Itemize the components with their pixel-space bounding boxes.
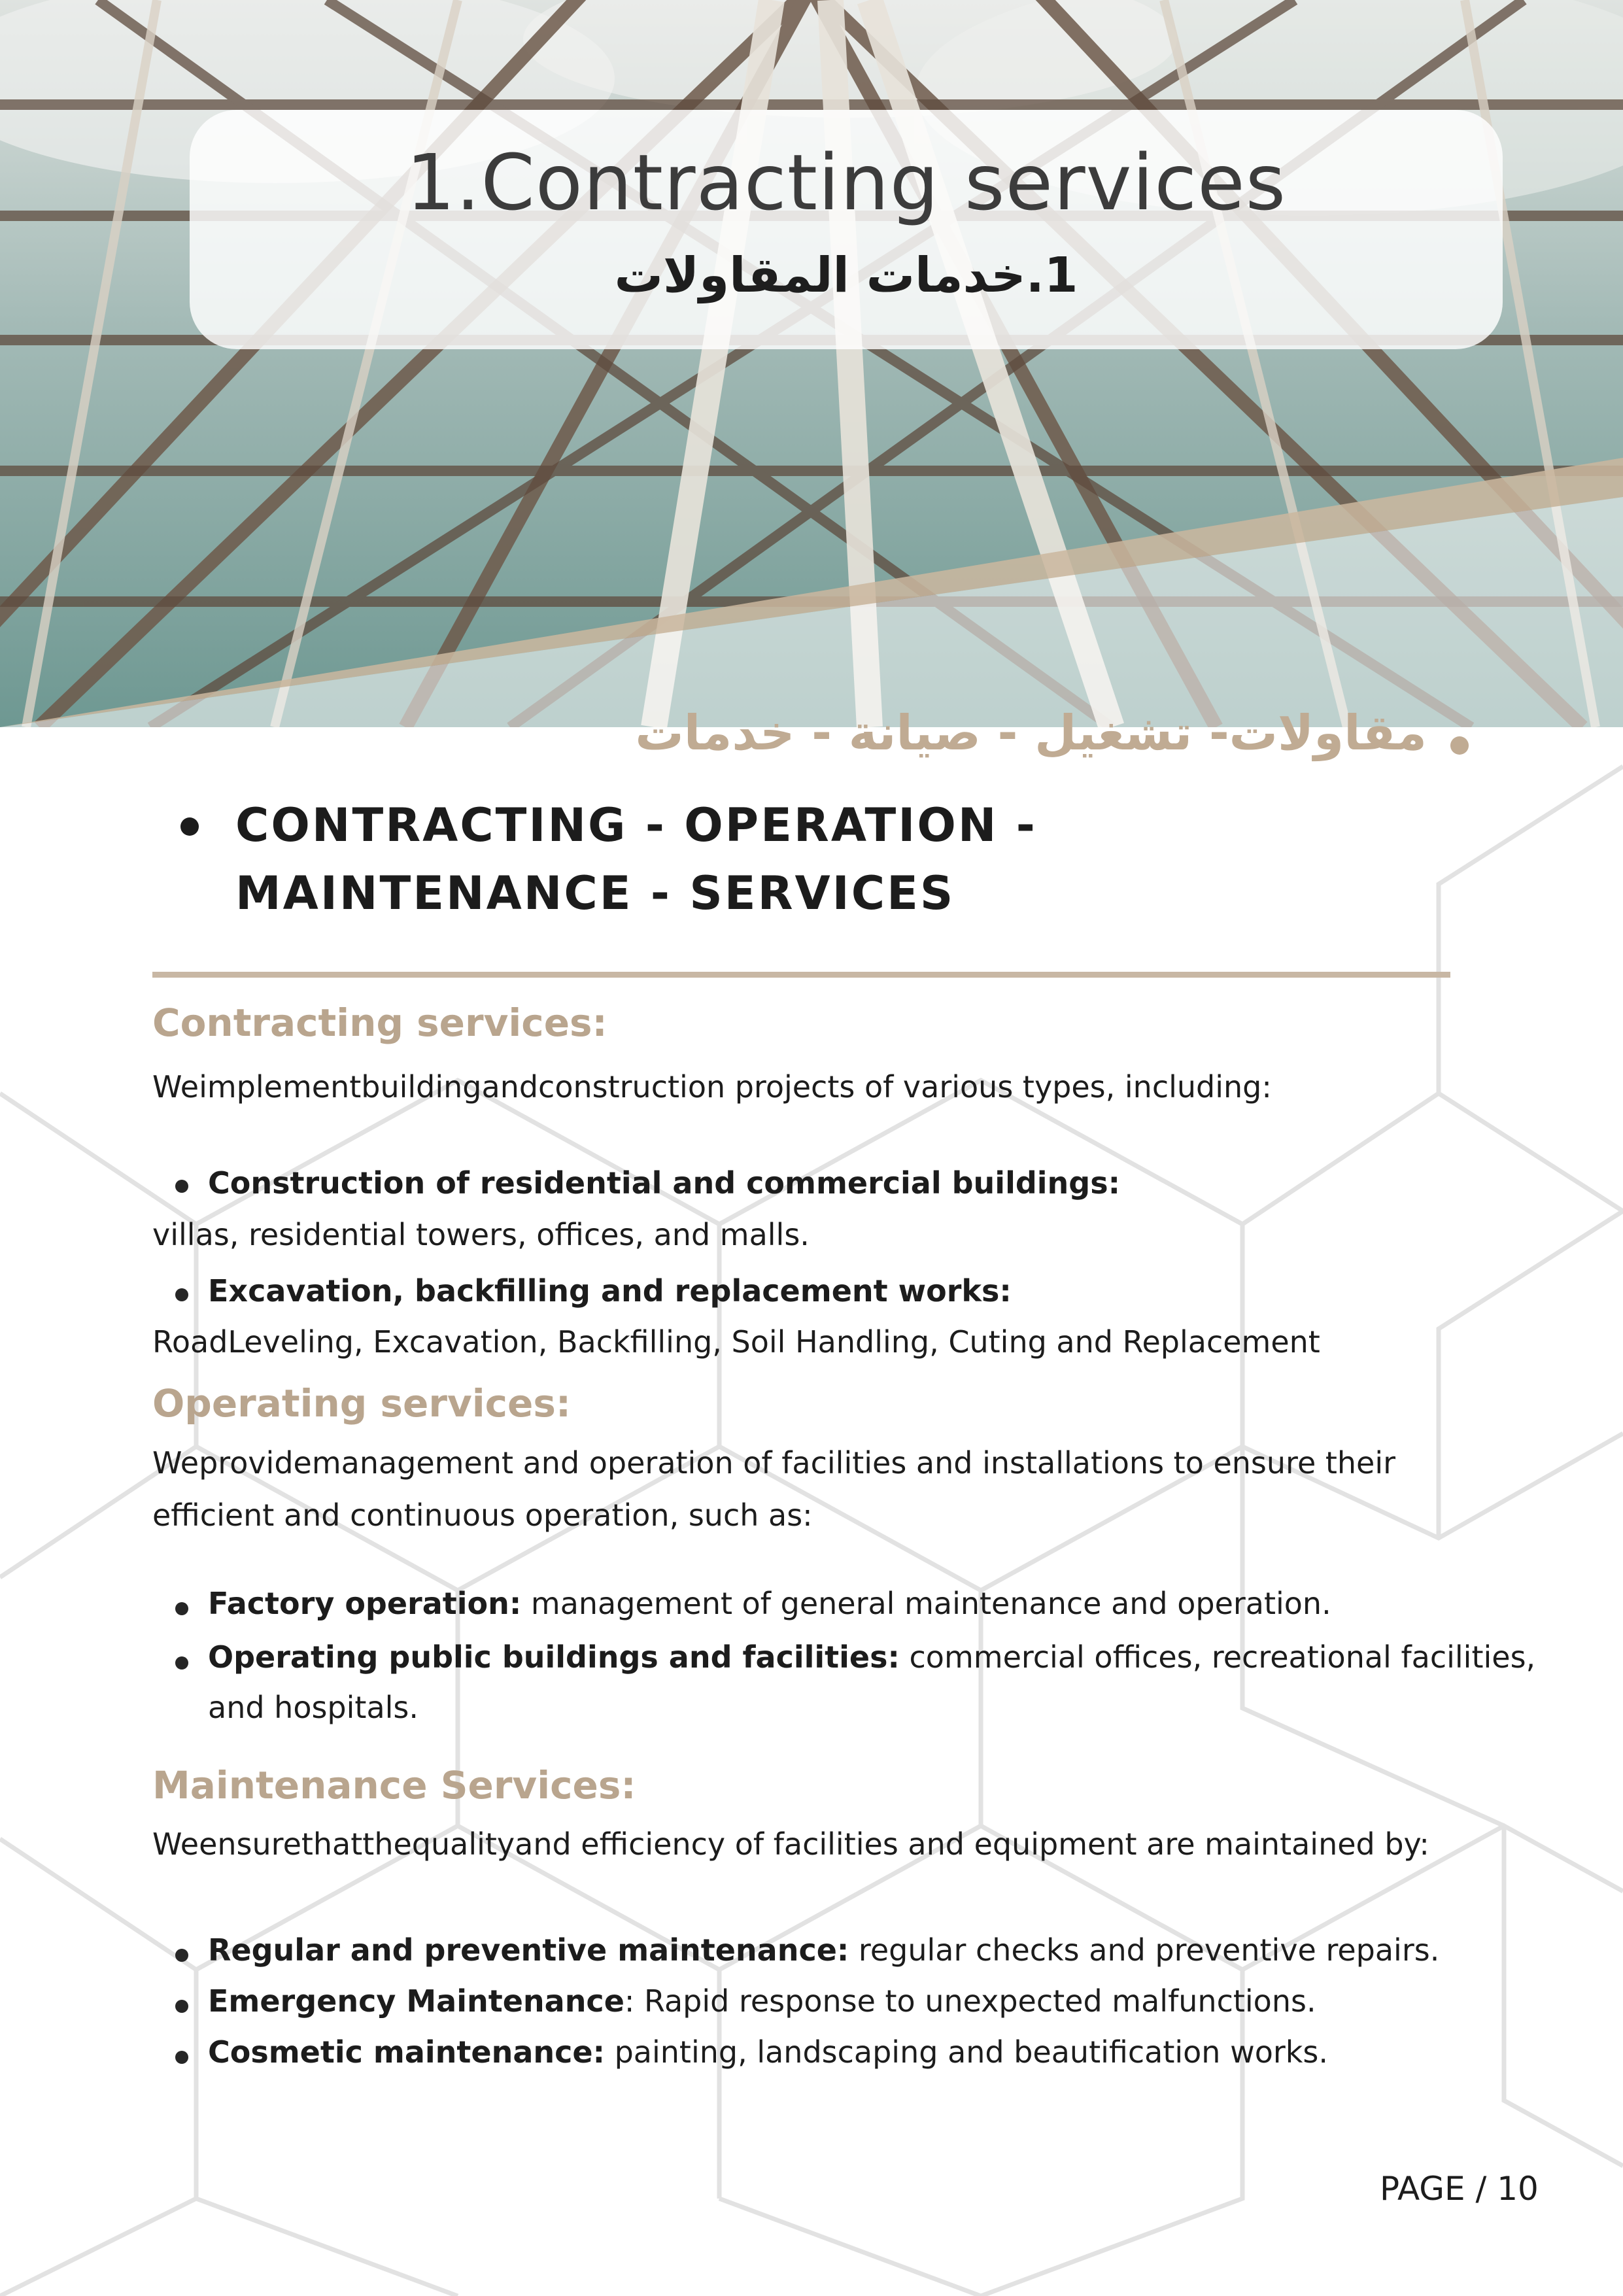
bullet-dot (175, 1180, 188, 1193)
bullet-dot (175, 1288, 188, 1301)
bullet-dot (175, 1949, 188, 1962)
bullet-dot (175, 1602, 188, 1615)
hero-photo (0, 0, 1623, 727)
list-item-title: Excavation, backfilling and replacement works: (208, 1273, 1012, 1309)
page-title-arabic: 1.خدمات المقاولات (614, 247, 1078, 303)
list-item: Operating public buildings and facilities: commercial offices, recreational facilities, (208, 1639, 1536, 1675)
page-title: 1.Contracting services (405, 137, 1287, 228)
list-item: Regular and preventive maintenance: regular checks and preventive repairs. (208, 1932, 1440, 1968)
contracting-heading: Contracting services: (152, 1001, 607, 1045)
maintenance-intro: Weensurethatthequalityand efficiency of facilities and equipment are maintained by: (152, 1826, 1429, 1862)
list-item-detail: villas, residential towers, offices, and malls. (152, 1217, 810, 1252)
bullet-dot (175, 2000, 188, 2013)
headline-bullet-dot (180, 817, 199, 836)
section-divider (152, 972, 1450, 978)
services-headline: CONTRACTING - OPERATION - MAINTENANCE - SERVICES (235, 798, 1037, 920)
arabic-services-line: مقاولات- تشغيل - صيانة - خدمات (635, 705, 1427, 761)
maintenance-heading: Maintenance Services: (152, 1763, 636, 1808)
bullet-dot (175, 1656, 188, 1670)
operating-heading: Operating services: (152, 1381, 572, 1426)
operating-intro-line2: efficient and continuous operation, such as: (152, 1498, 813, 1533)
list-item: Factory operation: management of general maintenance and operation. (208, 1586, 1331, 1621)
bullet-dot (175, 2051, 188, 2064)
list-item: Cosmetic maintenance: painting, landscaping and beautification works. (208, 2034, 1328, 2070)
page-number: PAGE / 10 (1380, 2170, 1539, 2208)
arabic-bullet-dot (1450, 736, 1469, 755)
contracting-intro: Weimplementbuildingandconstruction projects of various types, including: (152, 1069, 1272, 1105)
operating-intro-line1: Weprovidemanagement and operation of facilities and installations to ensure their (152, 1445, 1396, 1481)
list-item-detail: RoadLeveling, Excavation, Backfilling, Soil Handling, Cuting and Replacement (152, 1324, 1320, 1360)
list-item: Emergency Maintenance: Rapid response to unexpected malfunctions. (208, 1983, 1316, 2019)
list-item-continuation: and hospitals. (208, 1690, 419, 1725)
list-item-title: Construction of residential and commercial buildings: (208, 1165, 1120, 1201)
steel-structure-illustration (0, 0, 1623, 727)
